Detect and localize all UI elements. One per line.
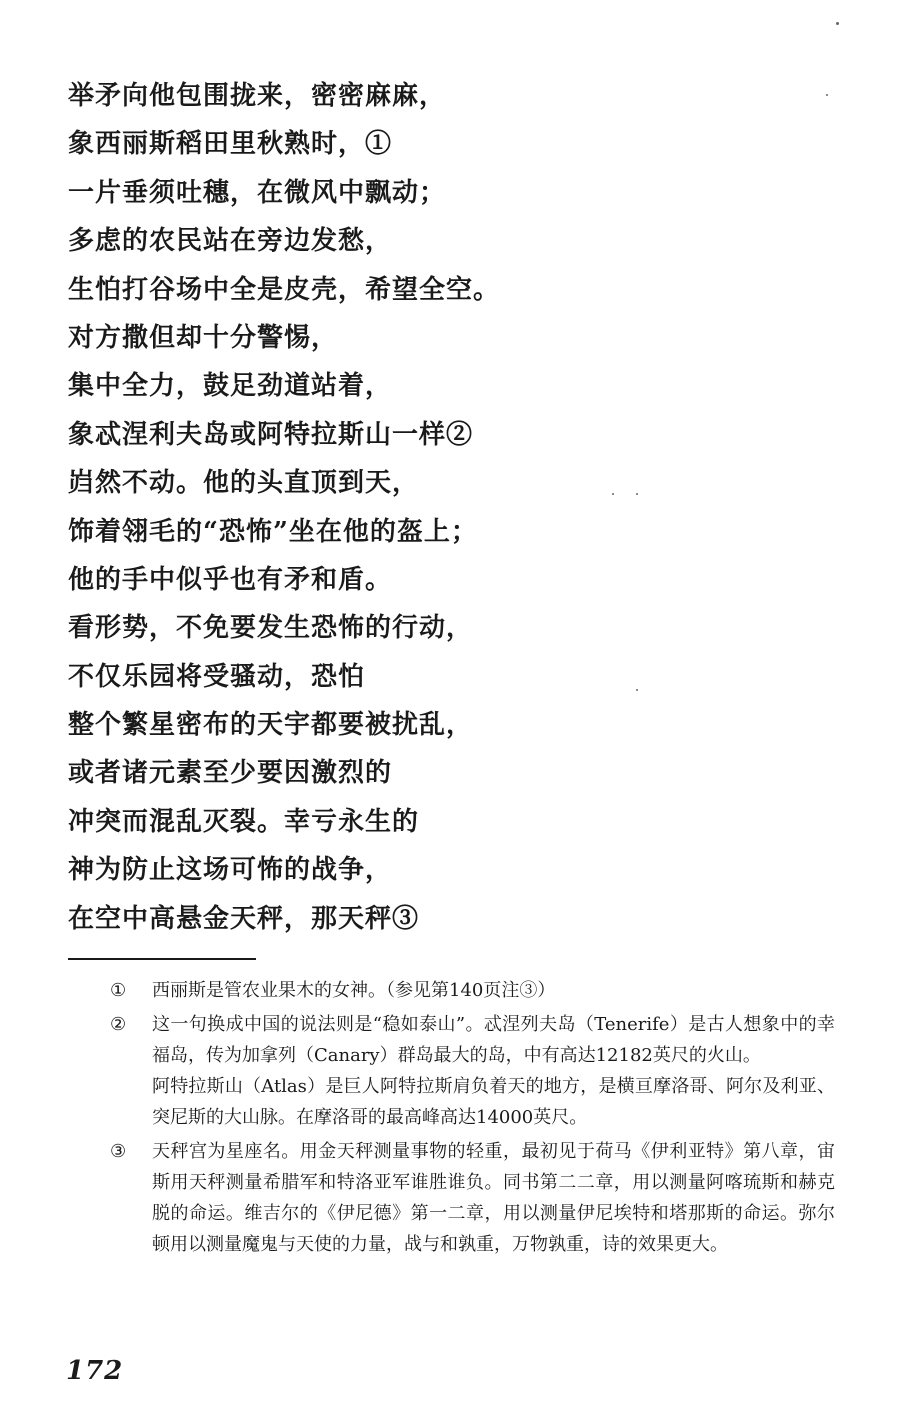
footnote-text: 西丽斯是管农业果木的女神。（参见第140页注③） bbox=[152, 980, 556, 1001]
poem-line: 饰着翎毛的“恐怖”坐在他的盔上； bbox=[68, 516, 478, 547]
scan-speck bbox=[612, 493, 614, 495]
poem-line: 或者诸元素至少要因激烈的 bbox=[68, 758, 393, 789]
poem-line: 生怕打谷场中全是皮壳，希望全空。 bbox=[68, 274, 501, 305]
poem-line: 一片垂须吐穗，在微风中飘动； bbox=[68, 177, 447, 208]
footnote-1 bbox=[100, 975, 835, 1006]
poem-line: 举矛向他包围拢来，密密麻麻， bbox=[68, 81, 447, 111]
poem-line: 象忒涅利夫岛或阿特拉斯山一样② bbox=[68, 419, 474, 450]
footnote-marker: ② bbox=[110, 1014, 127, 1035]
poem-line: 看形势，不免要发生恐怖的行动， bbox=[68, 613, 474, 644]
poem-line: 神为防止这场可怖的战争， bbox=[68, 855, 393, 886]
footnote-marker: ③ bbox=[110, 1141, 127, 1162]
scan-speck bbox=[636, 689, 638, 691]
footnote-2 bbox=[100, 1009, 835, 1133]
poem-text bbox=[68, 72, 788, 943]
footnote-marker: ① bbox=[110, 980, 127, 1001]
poem-line: 集中全力，鼓足劲道站着， bbox=[68, 371, 393, 402]
poem-line: 象西丽斯稻田里秋熟时，① bbox=[68, 129, 393, 160]
footnote-separator bbox=[68, 958, 256, 960]
footnotes bbox=[100, 975, 835, 1260]
footnote-text: 天秤宫为星座名。用金天秤测量事物的轻重，最初见于荷马《伊利亚特》第八章，宙斯用天秤测量希腊军和特洛亚军谁胜谁负。同书第二二章，用以测量阿喀琉斯和赫克脱的命运。维吉尔的《伊尼德》第一二章，用以测量伊尼埃特和塔那斯的命运。弥尔顿用以测量魔鬼与天使的力量，战与和孰重，万物孰重，诗的效果更大。 bbox=[152, 1141, 835, 1255]
page-number: 172 bbox=[66, 1356, 124, 1386]
poem-line: 整个繁星密布的天宇都要被扰乱， bbox=[68, 710, 474, 741]
footnote-text: 阿特拉斯山（Atlas）是巨人阿特拉斯肩负着天的地方，是横亘摩洛哥、阿尔及利亚、突尼斯的大山脉。在摩洛哥的最高峰高达14000英尺。 bbox=[152, 1076, 835, 1128]
footnote-3 bbox=[100, 1136, 835, 1260]
poem-line: 岿然不动。他的头直顶到天， bbox=[68, 468, 420, 499]
poem-line: 多虑的农民站在旁边发愁， bbox=[68, 226, 393, 257]
scan-speck bbox=[826, 94, 828, 96]
poem-line: 冲突而混乱灭裂。幸亏永生的 bbox=[68, 806, 420, 837]
footnote-text: 这一句换成中国的说法则是“稳如泰山”。忒涅列夫岛（Tenerife）是古人想象中的幸福岛，传为加拿列（Canary）群岛最大的岛，中有高达12182英尺的火山。 bbox=[152, 1014, 835, 1066]
poem-line: 在空中高悬金天秤，那天秤③ bbox=[68, 903, 420, 934]
poem-line: 不仅乐园将受骚动，恐怕 bbox=[68, 661, 366, 692]
scan-speck bbox=[636, 493, 638, 495]
scan-speck bbox=[836, 22, 839, 25]
poem-line: 对方撒但却十分警惕， bbox=[68, 322, 339, 353]
poem-line: 他的手中似乎也有矛和盾。 bbox=[68, 564, 393, 595]
